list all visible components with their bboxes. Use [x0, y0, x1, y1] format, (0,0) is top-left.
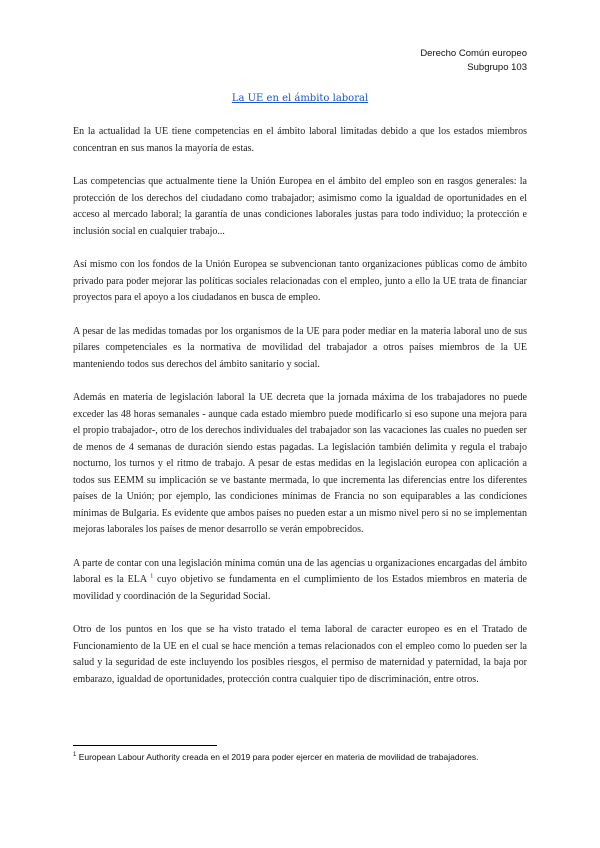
- page-header: [420, 47, 527, 75]
- document-body: [73, 124, 527, 705]
- paragraph-6-end: cuyo objetivo se fundamenta en el cumplimiento de los Estados miembros en materia de movilidad y coordinación de la Seguridad Social.: [73, 574, 527, 602]
- footnote-number: 1: [73, 752, 77, 759]
- paragraph-7: Otro de los puntos en los que se ha visto tratado el tema laboral de caracter europeo es en el Tratado de Funcionamiento de la UE en el cual se hace mención a temas relacionados con el empleo como lo pueden ser la salud y la seguridad de este incluyendo los posibles riesgos, el permiso de maternidad y paternidad, la baja por embarazo, igualdad de oportunidades, protección contra cualquier tipo de discriminación, entre otros.: [73, 624, 527, 685]
- paragraph-2: Las competencias que actualmente tiene la Unión Europea en el ámbito del empleo son en rasgos generales: la protección de los derechos del ciudadano como trabajador; asimismo como la igualdad de oportunidades en el acceso al mercado laboral; la garantía de unas condiciones laborales justas para todo individuo; la protección e inclusión social en cualquier trabajo...: [73, 176, 527, 237]
- paragraph-4: A pesar de las medidas tomadas por los organismos de la UE para poder mediar en la materia laboral uno de sus pilares competenciales es la normativa de movilidad del trabajador a otros países miembros de la UE manteniendo todos sus derechos del ámbito sanitario y social.: [73, 325, 527, 370]
- paragraph-6-start: A parte de contar con una legislación mínima común una de las agencias u organizaciones encargadas del ámbito laboral es la ELA: [73, 557, 527, 585]
- document-title: [0, 93, 600, 104]
- footnote-reference[interactable]: 1: [150, 573, 154, 580]
- footnote: [73, 751, 527, 764]
- paragraph-5: Además en materia de legislación laboral la UE decreta que la jornada máxima de los trabajadores no puede exceder las 48 horas semanales - aunque cada estado miembro puede modificarlo si eso supone una mejora para el propio trabajador-, otro de los derechos individuales del trabajador son las vacaciones las cuales no pueden ser de menos de 4 semanas de duración siendo estas pagadas. La legislación también delimita y regula el trabajo nocturno, los turnos y el ritmo de trabajo. A pesar de estas medidas en la legislación europea con aplicación a todos sus EEMM su implicación se ve bastante mermada, lo que incrementa las diferencias entre los diferentes países de la Unión; por ejemplo, las condiciones mínimas de Francia no son equiparables a las condiciones mínimas de Bulgaria. Es evidente que ambos países no pueden estar a un mismo nivel pero si no se implementan mejoras laborales los países de menor desarrollo se verán empobrecidos.: [73, 392, 527, 535]
- header-course: Derecho Común europeo: [420, 48, 527, 59]
- paragraph-6: [73, 556, 527, 606]
- title-link[interactable]: La UE en el ámbito laboral: [231, 93, 369, 104]
- footnote-text: European Labour Authority creada en el 2019 para poder ejercer en materia de movilidad de trabajadores.: [76, 752, 479, 762]
- footnote-divider: [73, 745, 217, 746]
- header-group: Subgrupo 103: [467, 62, 527, 73]
- paragraph-3: Así mismo con los fondos de la Unión Europea se subvencionan tanto organizaciones públicas como de ámbito privado para poder mejorar las políticas sociales relacionadas con el empleo, junto a ello la UE trata de financiar proyectos para el apoyo a los ciudadanos en busca de empleo.: [73, 259, 527, 303]
- paragraph-1: En la actualidad la UE tiene competencias en el ámbito laboral limitadas debido a que los estados miembros concentran en sus manos la mayoría de estas.: [73, 126, 527, 154]
